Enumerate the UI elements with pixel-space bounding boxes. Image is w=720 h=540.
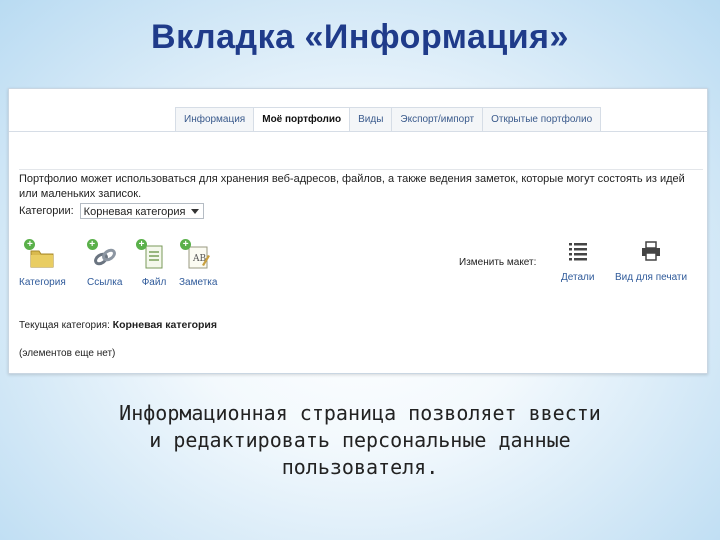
caption-line: и редактировать персональные данные: [149, 428, 571, 452]
caption-line: Информационная страница позволяет ввести: [119, 401, 601, 425]
print-view-button[interactable]: [615, 241, 687, 283]
category-row: [19, 203, 204, 219]
plus-icon: +: [136, 239, 147, 250]
details-view-label: Детали: [561, 272, 595, 283]
add-note-button[interactable]: [179, 239, 218, 288]
add-note-label: Заметка: [179, 277, 218, 288]
add-file-label: Файл: [141, 277, 167, 288]
empty-items-text: (элементов еще нет): [19, 348, 116, 359]
tab-views[interactable]: Виды: [349, 107, 392, 132]
current-category: [19, 319, 217, 331]
slide-title: Вкладка «Информация»: [151, 18, 569, 56]
list-icon: [561, 241, 594, 266]
category-label: Категории:: [19, 205, 74, 217]
link-icon: [89, 239, 119, 271]
current-category-value: Корневая категория: [112, 319, 217, 331]
details-view-button[interactable]: [561, 241, 594, 283]
tab-divider: [9, 131, 707, 132]
slide-caption: [0, 400, 720, 481]
add-category-label: Категория: [19, 277, 66, 288]
category-select[interactable]: [80, 203, 204, 219]
file-icon: [138, 239, 168, 271]
add-file-button[interactable]: [138, 239, 168, 288]
note-icon: [182, 239, 212, 271]
add-link-button[interactable]: [87, 239, 123, 288]
printer-icon: [615, 241, 687, 266]
print-view-label: Вид для печати: [615, 272, 688, 283]
category-select-value: Корневая категория: [83, 206, 186, 218]
screenshot-panel: [8, 88, 708, 374]
plus-icon: +: [180, 239, 191, 250]
folder-icon: [26, 239, 56, 271]
add-link-label: Ссылка: [87, 277, 123, 288]
svg-text:AB: AB: [193, 254, 207, 264]
tab-open-portfolios[interactable]: Открытые портфолио: [482, 107, 601, 132]
plus-icon: +: [87, 239, 98, 250]
tab-bar: [175, 107, 600, 131]
plus-icon: +: [24, 239, 35, 250]
portfolio-description: Портфолио может использоваться для хранения веб-адресов, файлов, а также ведения заметок, которые могут состоять из идей или маленьких записок.: [19, 169, 703, 202]
tab-info[interactable]: Информация: [175, 107, 254, 132]
tab-export-import[interactable]: Экспорт/импорт: [391, 107, 483, 132]
add-category-button[interactable]: [19, 239, 66, 288]
chevron-down-icon: [191, 209, 199, 214]
current-category-label: Текущая категория:: [19, 320, 110, 331]
caption-line: пользователя.: [281, 455, 439, 479]
change-layout-label: Изменить макет:: [459, 257, 537, 268]
tab-my-portfolio[interactable]: Моё портфолио: [253, 107, 350, 132]
